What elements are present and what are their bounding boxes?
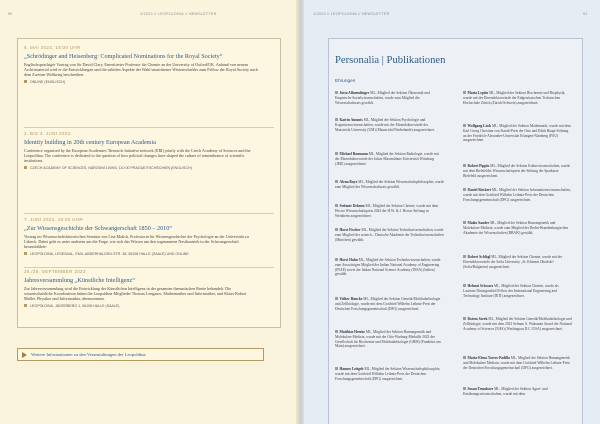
- event-title[interactable]: „Zur Wissensgeschichte der Schwangerschaft 1850 – 2010“: [24, 224, 173, 232]
- honor-entry: Daniel Rückert ML, Mitglied der Sektion Informationswissenschaften, wurde mit dem Gottfried Wilhelm Leibniz-Preis der Deutschen Forschungsgemeinschaft (DFG) ausgezeichnet.: [463, 188, 571, 202]
- honor-entry: Maria Leptin ML, Mitglied der Sektion Biochemie und Biophysik, wurde mit der Ehrendoktorwürde der Eidgenössischen Technischen Hochschule Zürich (Zürich/Schweiz) ausgezeichnet.: [463, 91, 566, 105]
- bullet-square-icon: [335, 258, 338, 261]
- event-date: 25./26. SEPTEMBER 2023: [24, 269, 86, 274]
- location-marker-icon: [24, 252, 27, 255]
- honor-entry: Stefanie Dehnen ML, Mitglied der Sektion Chemie, wurde mit dem Hector Wissenschaftspreis 2024 der H.W. & J. Hector Stiftung in Weinheim ausgezeichnet.: [335, 204, 439, 218]
- arrow-right-icon: [22, 352, 27, 358]
- event-item: [24, 217, 259, 256]
- divider: [24, 267, 274, 268]
- location-marker-icon: [24, 80, 27, 83]
- event-description: Vortrag im Wissenschaftshistorischen Seminar von Lisa Malich, Professorin für Wissensgeschichte der Psychologie an der Universität zu Lübeck. Dabei geht es unter anderem um die Frage, wie sich das Wissen um den sogenannten Nestbautrieb in der Schwangerschaft herausbildete.: [24, 233, 249, 250]
- bullet-square-icon: [335, 367, 338, 370]
- honor-entry: Alena Buyx ML, Mitglied der Sektion Wissenschaftsphilosophie, wurde zum Mitglied des Wissenschaftsrats gewählt.: [335, 180, 445, 189]
- left-page-number: 90: [8, 12, 13, 16]
- event-title[interactable]: Jahresversammlung „Künstliche Intelligenz“: [24, 276, 135, 284]
- honor-entry: Michael Baumann ML, Mitglied der Sektion Radiologie, wurde mit der Ehrendoktorwürde der Julius-Maximilians-Universität Würzburg (JMU) ausgezeichnet.: [335, 152, 439, 166]
- location-marker-icon: [24, 304, 27, 307]
- bullet-square-icon: [463, 284, 466, 287]
- bullet-square-icon: [335, 118, 338, 121]
- page-title: Personalia | Publikationen: [335, 55, 446, 66]
- event-item: [24, 45, 259, 84]
- right-page-number: 91: [583, 12, 588, 16]
- honor-entry: Rotem Sorek ML, Mitglied der Sektion Genetik/Molekularbiologie und Zellbiologie, wurde mit dem 2023 Selman A. Waksman Award der National Academy of Sciences (NAS) (Washington D.C./USA) ausgezeichnet.: [463, 317, 572, 331]
- honor-entry: Matthias Hentze ML, Mitglied der Sektion Humangenetik und Molekulare Medizin, wurde mit der Otto-Warburg-Medaille 2023 der Gesellschaft für Biochemie und Molekularbiologie (GBM) (Frankfurt am Main) ausgezeichnet.: [335, 330, 441, 349]
- bullet-square-icon: [463, 221, 466, 224]
- event-description: Englischsprachiger Vortrag von Sir David Clary, Emeritierter Professor für Chemie an der University of Oxford/UK. Anhand von neuem Archivmaterial wird er die Entwicklungen und die subtilen Aspekte der Wahl umstrittener Wissenschaftler zum Fellow der Royal Society nach dem Zweiten Weltkrieg beschreiben.: [24, 61, 258, 78]
- bullet-square-icon: [463, 124, 466, 127]
- honor-entry: Maike Sander ML, Mitglied der Sektion Humangenetik und Molekulare Medizin, wurde zum Mitglied der Berlin-Brandenburgischen Akademie der Wissenschaften (BBAW) gewählt.: [463, 221, 569, 235]
- events-box: [17, 38, 281, 328]
- bullet-square-icon: [335, 204, 338, 207]
- event-location: CZECH ACADEMY OF SCIENCES, NÁRODNÍ 1009/3, 110 00 PRAGUE/TSCHECHIEN (ENGLISCH): [24, 166, 259, 171]
- honor-entry: Robert Pippin ML, Mitglied der Sektion Kulturwissenschaften, wurde mit dem Bielefelder Wissenschaftspreis der Stiftung der Sparkasse Bielefeld ausgezeichnet.: [463, 164, 571, 178]
- event-item: [24, 131, 259, 170]
- event-location: LEOPOLDINA, JÄGERBERG 1, 06108 HALLE (SAALE): [24, 304, 259, 309]
- bullet-square-icon: [463, 188, 466, 191]
- left-running-head: 1/2023 // LEOPOLDINA // NEWSLETTER: [140, 12, 217, 16]
- bullet-square-icon: [463, 91, 466, 94]
- honor-entry: Susan Trumbore ML, Mitglied der Sektion Agrar- und Ernährungswissenschaften, wurde mit dem: [463, 387, 548, 396]
- event-date: 7. JUNI 2023, 18:00 UHR: [24, 217, 83, 222]
- honor-entry: Jutta Allmendinger ML, Mitglied der Sektion Ökonomik und Empirische Sozialwissenschaften, wurde zum Mitglied des Wissenschaftsrats gewählt.: [335, 91, 430, 105]
- honor-entry: Hannes Leitgeb ML, Mitglied der Sektion Wissenschaftsphilosophie, wurde mit dem Gottfried Wilhelm Leibniz-Preis der Deutschen Forschungsgemeinschaft (DFG) ausgezeichnet.: [335, 367, 441, 381]
- bullet-square-icon: [463, 317, 466, 320]
- event-location: ONLINE (ENGLISCH): [24, 80, 259, 85]
- bullet-square-icon: [335, 180, 338, 183]
- bullet-square-icon: [463, 387, 466, 390]
- page-gutter: [296, 0, 304, 424]
- more-events-link[interactable]: [17, 348, 264, 361]
- event-item: [24, 269, 259, 308]
- event-description: Zur Jahresversammlung wird die Entwicklung der Künstlichen Intelligenz in der gesamten thematischen Breite behandelt. Die wissenschaftliche Koordination haben die Leopoldina-Mitglieder Thomas Lengauer, Mathematiker und Informatiker, und Klaus-Robert Müller, Physiker und Informatiker, übernommen.: [24, 285, 247, 302]
- event-title[interactable]: Identity building in 20th century European Academia: [24, 138, 156, 146]
- honor-entry: Horst Fischer ML, Mitglied der Sektion Technikwissenschaften, wurde zum Mitglied der acatech – Deutsche Akademie der Technikwissenschaften (München) gewählt.: [335, 228, 444, 242]
- divider: [24, 213, 274, 214]
- event-title[interactable]: „Schrödinger and Heisenberg: Complicated Nominations for the Royal Society“: [24, 52, 223, 60]
- location-marker-icon: [24, 166, 27, 169]
- bullet-square-icon: [463, 164, 466, 167]
- more-events-link-label: Weitere Informationen zu den Veranstaltungen der Leopoldina: [31, 352, 146, 357]
- event-date: 6. MAI 2023, 18:00 UHR: [24, 45, 81, 50]
- honor-entry: Horst Hahn ML, Mitglied der Sektion Technikwissenschaften, wurde zum Auswärtigen Mitglied der Indian National Academy of Engineering (INAE) sowie der Indian National Science Academy (INSA) (Indien) gewählt.: [335, 258, 441, 277]
- honor-entry: Maria-Elena Torres-Padilla ML, Mitglied der Sektion Humangenetik und Molekulare Medizin, wurde mit dem Gottfried Wilhelm Leibniz-Preis der Deutschen Forschungsgemeinschaft (DFG) ausgezeichnet.: [463, 356, 570, 370]
- honor-entry: Volker Haucke ML, Mitglied der Sektion Genetik/Molekularbiologie und Zellbiologie, wurde mit dem Gottfried Wilhelm Leibniz-Preis der Deutschen Forschungsgemeinschaft (DFG) ausgezeichnet.: [335, 297, 441, 311]
- event-location: LEOPOLDINA, LESESAAL, EMIL-ABDERHALDEN-STR. 36, 06108 HALLE (SAALE) UND ONLINE: [24, 252, 259, 257]
- bullet-square-icon: [335, 297, 338, 300]
- event-description: Conference organised by the European Academies' Research Initiative network (ERI) jointly with the Czech Academy of Sciences and the Leopoldina. The conference is dedicated to the question of how political changes have shaped the culture of remembrance of scientific institutions.: [24, 147, 251, 164]
- bullet-square-icon: [335, 152, 338, 155]
- bullet-square-icon: [335, 330, 338, 333]
- honor-entry: Wolfgang Lück ML, Mitglied der Sektion Mathematik, wurde mit dem Karl Georg Christian von Staudt-Preis der Otto und Edith Haupt-Stiftung an der Friedrich-Alexander-Universität Erlangen-Nürnberg (FAU) ausgezeichnet.: [463, 124, 571, 143]
- honor-entry: Robert Schlögl ML, Mitglied der Sektion Chemie, wurde mit der Ehrendoktorwürde der Sofia University „St. Kliment Ohridski“ (Sofia/Bulgarien) ausgezeichnet.: [463, 255, 563, 269]
- honor-entry: Helmut Schwarz ML, Mitglied der Sektion Chemie, wurde als Laureate Distinguished Fellow des International Engineering and Technology Institute (IETI) ausgezeichnet.: [463, 284, 559, 298]
- bullet-square-icon: [335, 228, 338, 231]
- bullet-square-icon: [463, 255, 466, 258]
- honor-entry: Katrin Amunts ML, Mitglied der Sektion Psychologie und Kognitionswissenschaften, wurde mit der Ehrendoktorwürde der Maastricht University (UM) (Maastricht/Niederlande) ausgezeichnet.: [335, 118, 435, 132]
- bullet-square-icon: [463, 356, 466, 359]
- event-date: 2. BIS 4. JUNI 2023: [24, 131, 71, 136]
- bullet-square-icon: [335, 91, 338, 94]
- right-running-head: 1/2023 // LEOPOLDINA // NEWSLETTER: [313, 12, 390, 16]
- section-heading: Ehrungen: [335, 78, 356, 83]
- divider: [24, 127, 274, 128]
